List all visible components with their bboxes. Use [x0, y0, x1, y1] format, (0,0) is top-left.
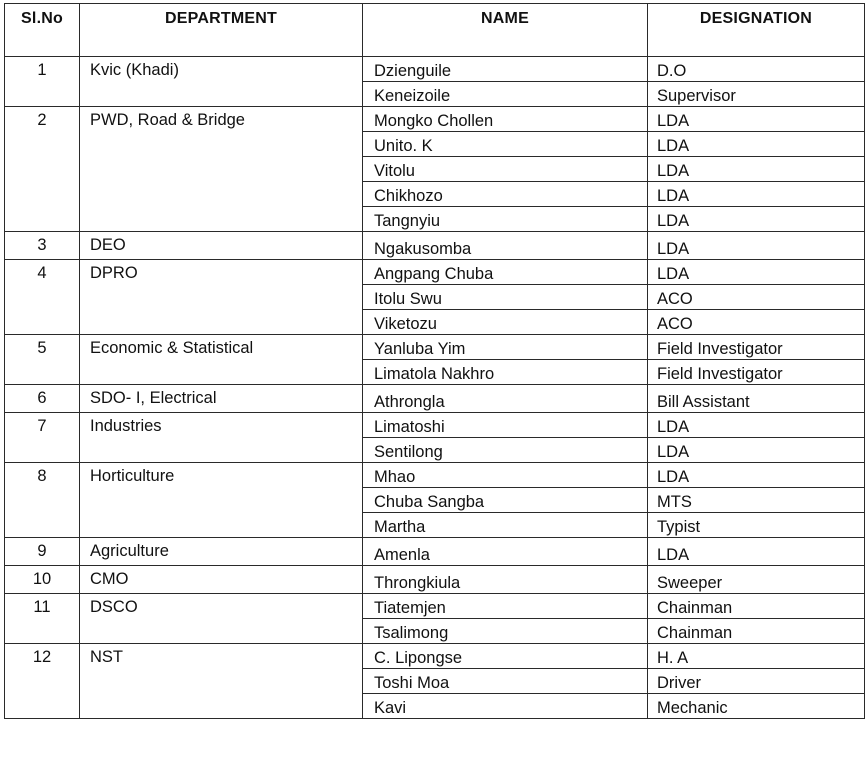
department-cell: Kvic (Khadi) — [80, 57, 363, 107]
serial-number-cell: 8 — [5, 463, 80, 538]
table-row — [5, 594, 865, 619]
header-department: DEPARTMENT — [80, 4, 363, 57]
department-cell: NST — [80, 644, 363, 719]
designation-cell: ACO — [648, 310, 865, 335]
designation-cell: Bill Assistant — [648, 385, 865, 413]
staff-name-cell: Yanluba Yim — [363, 335, 648, 360]
designation-cell: LDA — [648, 438, 865, 463]
table-row — [5, 538, 865, 566]
serial-number-cell: 1 — [5, 57, 80, 107]
designation-cell: LDA — [648, 538, 865, 566]
staff-name-cell: Sentilong — [363, 438, 648, 463]
staff-name-cell: Amenla — [363, 538, 648, 566]
staff-name-cell: Ngakusomba — [363, 232, 648, 260]
staff-name-cell: Mongko Chollen — [363, 107, 648, 132]
staff-name-cell: Athrongla — [363, 385, 648, 413]
table-row — [5, 335, 865, 360]
staff-name-cell: Dzienguile — [363, 57, 648, 82]
table-row — [5, 107, 865, 132]
designation-cell: LDA — [648, 232, 865, 260]
table-row — [5, 260, 865, 285]
table-body — [5, 57, 865, 719]
serial-number-cell: 5 — [5, 335, 80, 385]
department-cell: CMO — [80, 566, 363, 594]
department-cell: Agriculture — [80, 538, 363, 566]
department-cell: DPRO — [80, 260, 363, 335]
staff-table — [4, 3, 865, 719]
serial-number-cell: 10 — [5, 566, 80, 594]
serial-number-cell: 12 — [5, 644, 80, 719]
department-cell: DSCO — [80, 594, 363, 644]
staff-name-cell: C. Lipongse — [363, 644, 648, 669]
serial-number-cell: 3 — [5, 232, 80, 260]
header-row — [5, 4, 865, 57]
table-row — [5, 57, 865, 82]
serial-number-cell: 2 — [5, 107, 80, 232]
table-row — [5, 385, 865, 413]
staff-name-cell: Kavi — [363, 694, 648, 719]
designation-cell: LDA — [648, 132, 865, 157]
staff-name-cell: Toshi Moa — [363, 669, 648, 694]
designation-cell: LDA — [648, 207, 865, 232]
designation-cell: LDA — [648, 463, 865, 488]
designation-cell: ACO — [648, 285, 865, 310]
staff-name-cell: Angpang Chuba — [363, 260, 648, 285]
designation-cell: Chainman — [648, 619, 865, 644]
department-cell: SDO- I, Electrical — [80, 385, 363, 413]
designation-cell: Sweeper — [648, 566, 865, 594]
staff-name-cell: Limatoshi — [363, 413, 648, 438]
designation-cell: LDA — [648, 182, 865, 207]
staff-name-cell: Tsalimong — [363, 619, 648, 644]
header-name: NAME — [363, 4, 648, 57]
header-designation: DESIGNATION — [648, 4, 865, 57]
serial-number-cell: 6 — [5, 385, 80, 413]
department-cell: PWD, Road & Bridge — [80, 107, 363, 232]
designation-cell: MTS — [648, 488, 865, 513]
designation-cell: LDA — [648, 260, 865, 285]
designation-cell: Chainman — [648, 594, 865, 619]
department-cell: DEO — [80, 232, 363, 260]
staff-name-cell: Itolu Swu — [363, 285, 648, 310]
designation-cell: Driver — [648, 669, 865, 694]
header-slno: Sl.No — [5, 4, 80, 57]
designation-cell: Mechanic — [648, 694, 865, 719]
designation-cell: LDA — [648, 107, 865, 132]
staff-name-cell: Vitolu — [363, 157, 648, 182]
table-row — [5, 644, 865, 669]
staff-name-cell: Mhao — [363, 463, 648, 488]
staff-name-cell: Unito. K — [363, 132, 648, 157]
department-cell: Horticulture — [80, 463, 363, 538]
designation-cell: LDA — [648, 157, 865, 182]
table-row — [5, 232, 865, 260]
designation-cell: Field Investigator — [648, 360, 865, 385]
table-row — [5, 463, 865, 488]
staff-name-cell: Tangnyiu — [363, 207, 648, 232]
designation-cell: H. A — [648, 644, 865, 669]
staff-name-cell: Chuba Sangba — [363, 488, 648, 513]
staff-name-cell: Throngkiula — [363, 566, 648, 594]
table-row — [5, 413, 865, 438]
designation-cell: LDA — [648, 413, 865, 438]
department-cell: Economic & Statistical — [80, 335, 363, 385]
serial-number-cell: 4 — [5, 260, 80, 335]
designation-cell: Typist — [648, 513, 865, 538]
staff-name-cell: Martha — [363, 513, 648, 538]
staff-name-cell: Limatola Nakhro — [363, 360, 648, 385]
serial-number-cell: 7 — [5, 413, 80, 463]
staff-name-cell: Keneizoile — [363, 82, 648, 107]
designation-cell: D.O — [648, 57, 865, 82]
staff-name-cell: Viketozu — [363, 310, 648, 335]
staff-name-cell: Tiatemjen — [363, 594, 648, 619]
table-row — [5, 566, 865, 594]
designation-cell: Supervisor — [648, 82, 865, 107]
staff-name-cell: Chikhozo — [363, 182, 648, 207]
serial-number-cell: 9 — [5, 538, 80, 566]
serial-number-cell: 11 — [5, 594, 80, 644]
designation-cell: Field Investigator — [648, 335, 865, 360]
department-cell: Industries — [80, 413, 363, 463]
